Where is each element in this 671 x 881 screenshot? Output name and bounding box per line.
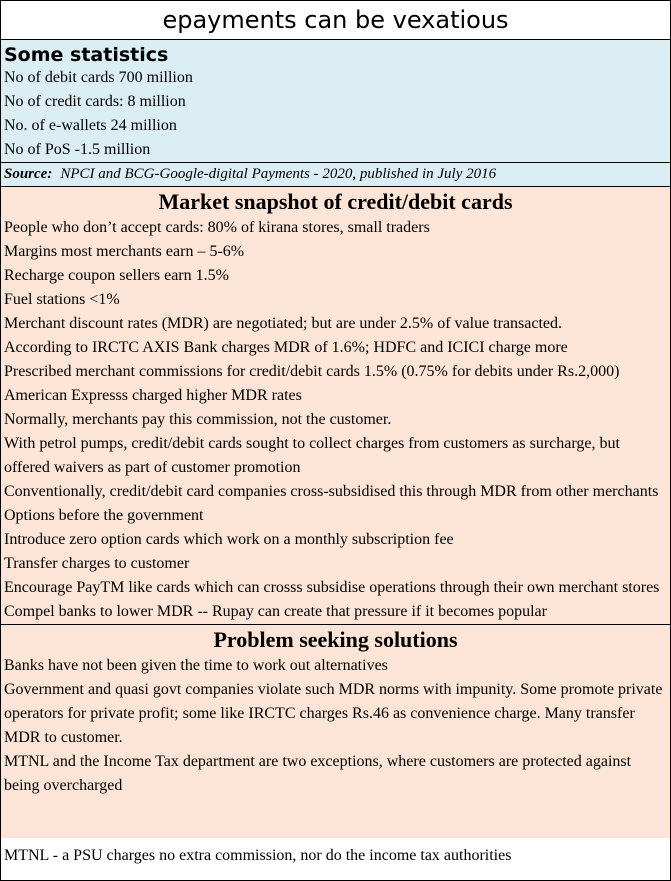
- market-item: Conventionally, credit/debit card companies cross-subsidised this through MDR from other merchants: [4, 483, 659, 500]
- market-item: Recharge coupon sellers earn 1.5%: [4, 267, 229, 284]
- market-item: With petrol pumps, credit/debit cards sought to collect charges from customers as surcharge, but offered waivers as part of customer promotion: [4, 435, 620, 476]
- market-item: According to IRCTC AXIS Bank charges MDR of 1.6%; HDFC and ICICI charge more: [4, 339, 568, 356]
- market-item: Transfer charges to customer: [4, 555, 190, 572]
- statistics-section: [1, 40, 670, 187]
- problem-item: MTNL - a PSU charges no extra commission, nor do the income tax authorities: [4, 847, 512, 864]
- stat-item: No of debit cards 700 million: [4, 69, 193, 86]
- blank-row: [1, 798, 670, 844]
- market-item: Normally, merchants pay this commission, not the customer.: [4, 411, 392, 428]
- stat-item: No of credit cards: 8 million: [4, 93, 186, 110]
- source-line: [1, 162, 670, 186]
- source-text: NPCI and BCG-Google-digital Payments - 2020, published in July 2016: [60, 166, 497, 182]
- problem-item: MTNL and the Income Tax department are two exceptions, where customers are protected against being overcharged: [4, 753, 632, 794]
- market-item: Introduce zero option cards which work on a monthly subscription fee: [4, 531, 454, 548]
- market-snapshot-section: [1, 187, 670, 625]
- source-label: Source:: [4, 166, 53, 182]
- market-item: Merchant discount rates (MDR) are negotiated; but are under 2.5% of value transacted.: [4, 315, 563, 332]
- market-snapshot-heading: Market snapshot of credit/debit cards: [158, 189, 513, 214]
- problem-section: [1, 625, 670, 864]
- market-item: People who don’t accept cards: 80% of kirana stores, small traders: [4, 219, 430, 236]
- market-item: Margins most merchants earn – 5-6%: [4, 243, 245, 260]
- stat-item: No of PoS -1.5 million: [4, 141, 151, 158]
- problem-item: Government and quasi govt companies violate such MDR norms with impunity. Some promote private operators for private profit; some like IRCTC charges Rs.46 as convenience charge. Many transfer MDR to customer.: [4, 681, 663, 746]
- market-item: Compel banks to lower MDR -- Rupay can create that pressure if it becomes popular: [4, 603, 547, 620]
- market-item: Options before the government: [4, 507, 204, 524]
- problem-item: Banks have not been given the time to work out alternatives: [4, 657, 388, 674]
- market-item: Fuel stations <1%: [4, 291, 120, 308]
- market-item: Encourage PayTM like cards which can crosss subsidise operations through their own merchant stores: [4, 579, 660, 596]
- stat-item: No. of e-wallets 24 million: [4, 117, 177, 134]
- market-item: American Expresss charged higher MDR rates: [4, 387, 302, 404]
- market-item: Prescribed merchant commissions for credit/debit cards 1.5% (0.75% for debits under Rs.2,000): [4, 363, 620, 380]
- page-title: epayments can be vexatious: [1, 1, 670, 40]
- statistics-heading: Some statistics: [4, 44, 169, 66]
- problem-heading: Problem seeking solutions: [213, 627, 458, 652]
